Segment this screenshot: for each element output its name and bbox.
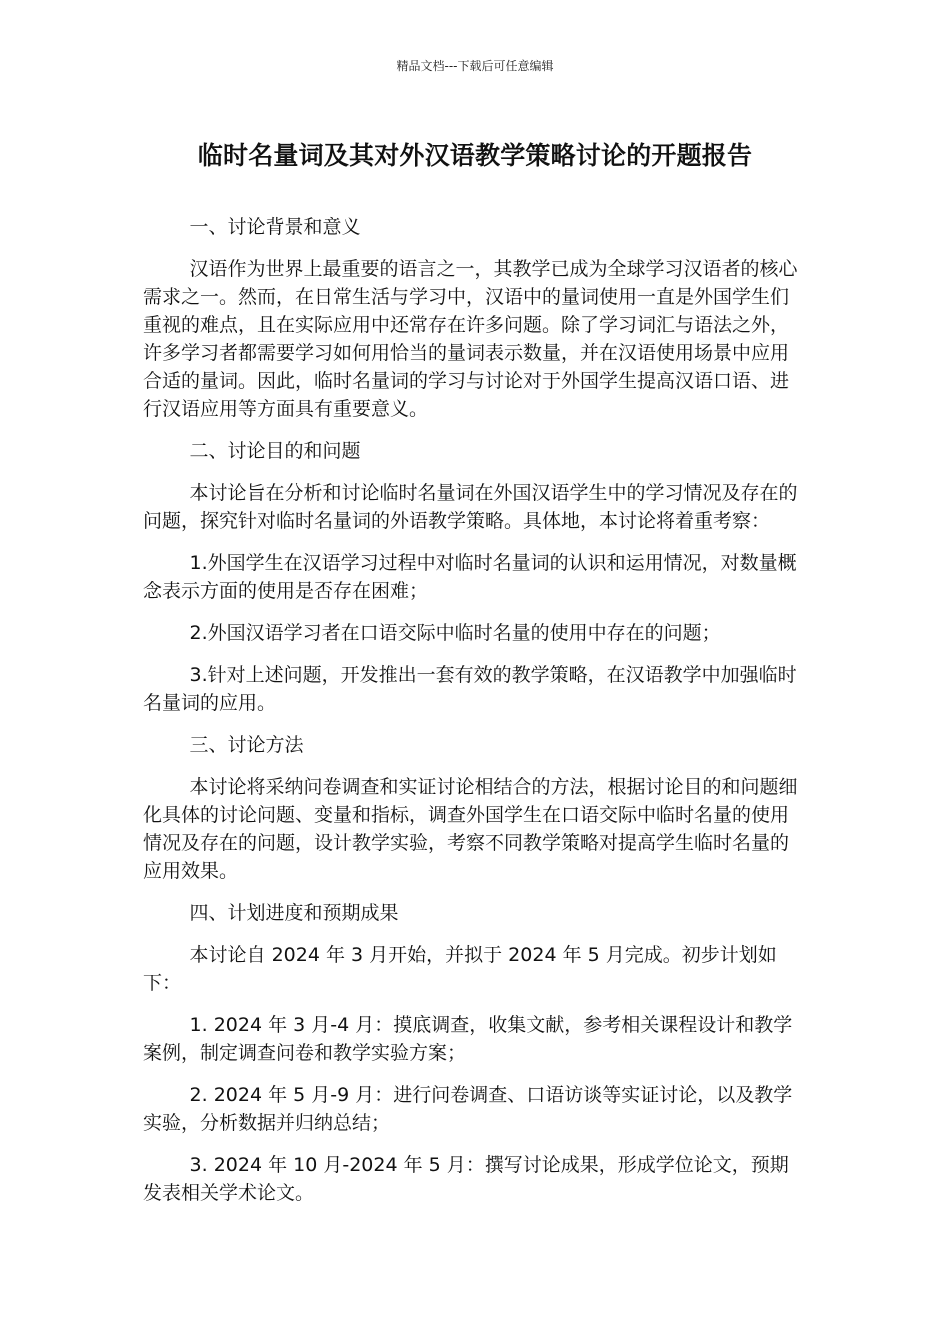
list-item: 1.外国学生在汉语学习过程中对临时名量词的认识和运用情况，对数量概念表示方面的使用是否存在困难； xyxy=(143,552,797,602)
section-heading-plan: 四、计划进度和预期成果 xyxy=(189,902,399,924)
list-item: 3.针对上述问题，开发推出一套有效的教学策略，在汉语教学中加强临时名量词的应用。 xyxy=(143,664,797,714)
document-body xyxy=(143,213,803,1221)
paragraph-purpose: 本讨论旨在分析和讨论临时名量词在外国汉语学生中的学习情况及存在的问题，探究针对临时名量词的外语教学策略。具体地，本讨论将着重考察： xyxy=(143,482,798,532)
section-heading-purpose: 二、讨论目的和问题 xyxy=(189,440,361,462)
list-item: 2. 2024 年 5 月-9 月：进行问卷调查、口语访谈等实证讨论，以及教学实验，分析数据并归纳总结； xyxy=(143,1084,793,1134)
paragraph-background: 汉语作为世界上最重要的语言之一，其教学已成为全球学习汉语者的核心需求之一。然而，在日常生活与学习中，汉语中的量词使用一直是外国学生们重视的难点，且在实际应用中还常存在许多问题。除了学习词汇与语法之外，许多学习者都需要学习如何用恰当的量词表示数量，并在汉语使用场景中应用合适的量词。因此，临时名量词的学习与讨论对于外国学生提高汉语口语、进行汉语应用等方面具有重要意义。 xyxy=(143,258,798,420)
list-item: 1. 2024 年 3 月-4 月：摸底调查，收集文献，参考相关课程设计和教学案例，制定调查问卷和教学实验方案； xyxy=(143,1014,793,1064)
list-item: 2.外国汉语学习者在口语交际中临时名量的使用中存在的问题； xyxy=(189,622,721,644)
document-title: 临时名量词及其对外汉语教学策略讨论的开题报告 xyxy=(197,141,753,170)
paragraph-method: 本讨论将采纳问卷调查和实证讨论相结合的方法，根据讨论目的和问题细化具体的讨论问题、变量和指标，调查外国学生在口语交际中临时名量的使用情况及存在的问题，设计教学实验，考察不同教学策略对提高学生临时名量的应用效果。 xyxy=(143,776,798,882)
list-item: 3. 2024 年 10 月-2024 年 5 月：撰写讨论成果，形成学位论文，预期发表相关学术论文。 xyxy=(143,1154,789,1204)
section-heading-background: 一、讨论背景和意义 xyxy=(189,216,361,238)
paragraph-plan: 本讨论自 2024 年 3 月开始，并拟于 2024 年 5 月完成。初步计划如下： xyxy=(143,944,777,994)
header-note: 精品文档---下载后可任意编辑 xyxy=(396,59,554,73)
section-heading-method: 三、讨论方法 xyxy=(189,734,304,756)
